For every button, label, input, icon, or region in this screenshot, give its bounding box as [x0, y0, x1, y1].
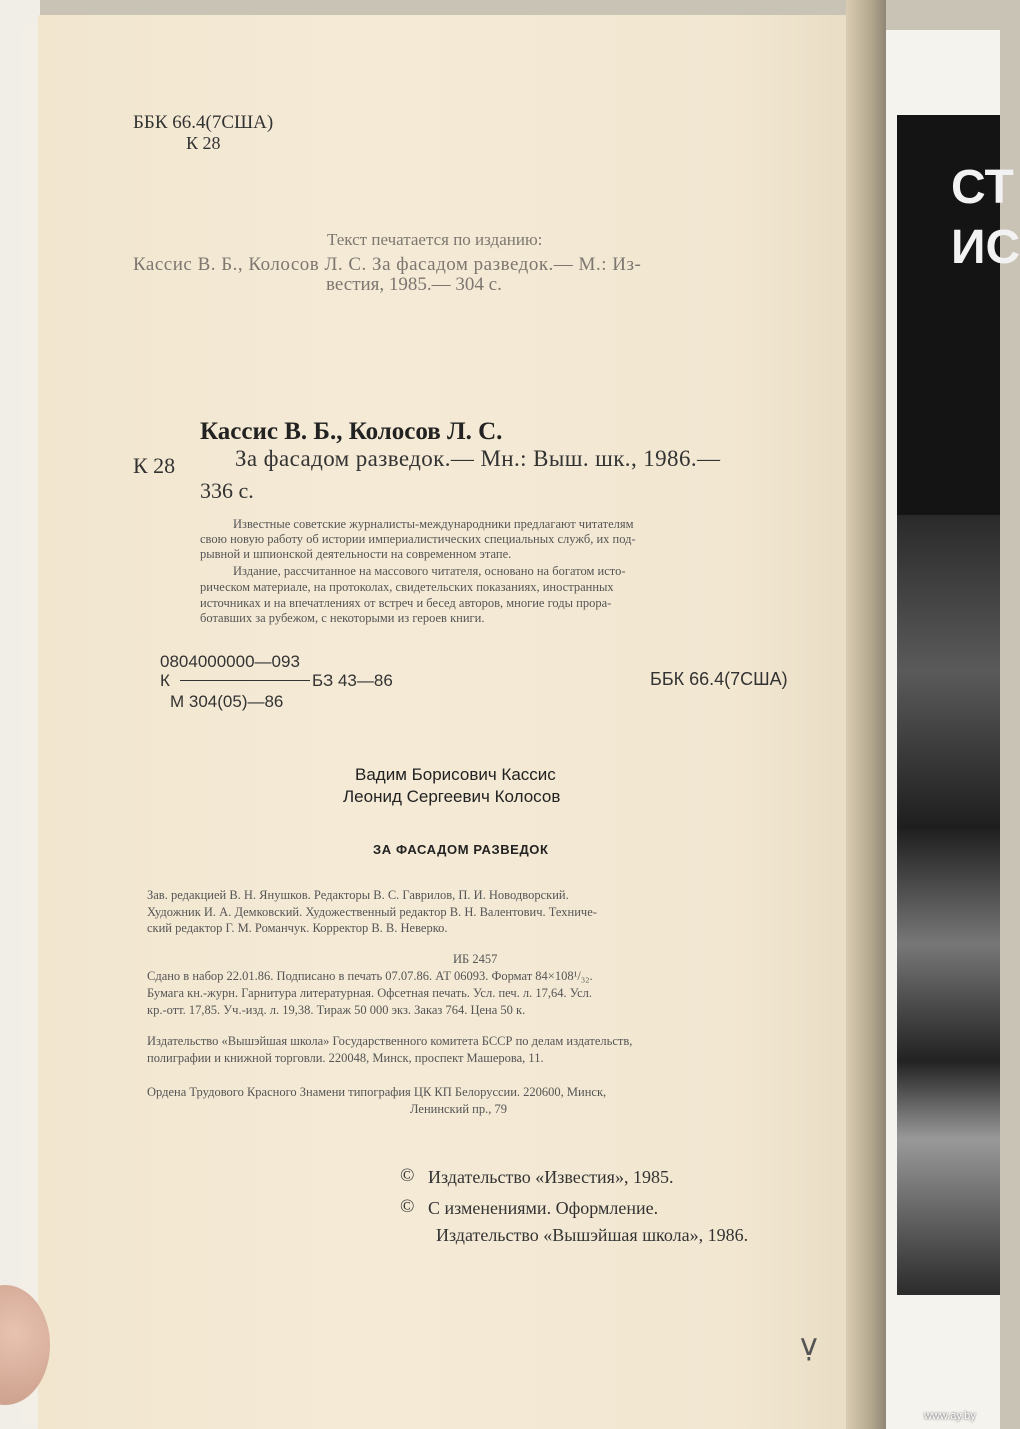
annotation-p2-l2: рическом материале, на протоколах, свидетельских показаниях, иностранных [200, 580, 614, 594]
page-gutter [846, 0, 886, 1429]
publisher-line-1: Издательство «Вышэйшая школа» Государственного комитета БССР по делам издательств, [147, 1034, 633, 1048]
book-title: ЗА ФАСАДОМ РАЗВЕДОК [373, 842, 549, 857]
credits-line-3: ский редактор Г. М. Романчук. Корректор В. В. Неверко. [147, 921, 448, 935]
formula-numerator: 0804000000—093 [160, 652, 300, 671]
annotation-p2-l3: источниках и на впечатлениях от встреч и бесед авторов, многие годы прора- [200, 596, 612, 610]
handwritten-mark: ṿ [800, 1328, 818, 1363]
copyright-line-3: Издательство «Вышэйшая школа», 1986. [436, 1225, 749, 1245]
copyright-line-1: Издательство «Известия», 1985. [428, 1167, 674, 1187]
author-1-fullname: Вадим Борисович Кассис [355, 765, 556, 784]
formula-right: БЗ 43—86 [312, 671, 393, 690]
credits-line-1: Зав. редакцией В. Н. Янушков. Редакторы В. С. Гаврилов, П. И. Новодворский. [147, 888, 569, 902]
formula-denominator: М 304(05)—86 [170, 692, 284, 711]
copyright-line-2: С изменениями. Оформление. [428, 1198, 659, 1218]
copyright-symbol-2: © [400, 1196, 415, 1217]
catalog-authors: Кассис В. Б., Колосов Л. С. [200, 418, 503, 445]
annotation-p1-l2: свою новую работу об истории империалистических специальных служб, их под- [200, 532, 636, 546]
credits-line-2: Художник И. А. Демковский. Художественный редактор В. Н. Валентович. Техниче- [147, 905, 597, 919]
cover-title-line-2: ИС [951, 221, 1020, 274]
source-note-line-3: вестия, 1985.— 304 с. [326, 274, 502, 295]
watermark: www.ay.by [924, 1410, 976, 1422]
formula-k: К [160, 671, 170, 690]
catalog-title-line: За фасадом разведок.— Мн.: Выш. шк., 1986.— [235, 446, 721, 471]
catalog-pages: 336 с. [200, 478, 254, 503]
catalog-index: К 28 [133, 453, 176, 478]
source-note-line-2: Кассис В. Б., Колосов Л. С. За фасадом разведок.— М.: Из- [133, 254, 642, 275]
imprint-line-3: кр.-отт. 17,85. Уч.-изд. л. 19,38. Тираж 50 000 экз. Заказ 764. Цена 50 к. [147, 1003, 526, 1017]
imprint-line-2: Бумага кн.-журн. Гарнитура литературная. Офсетная печать. Усл. печ. л. 17,64. Усл. [147, 986, 593, 1000]
copyright-symbol-1: © [400, 1165, 415, 1186]
annotation-p2-l1: Издание, рассчитанное на массового читателя, основано на богатом исто- [233, 564, 626, 578]
annotation-p1-l3: рывной и шпионской деятельности на современном этапе. [200, 547, 512, 561]
publisher-line-2: полиграфии и книжной торговли. 220048, Минск, проспект Машерова, 11. [147, 1051, 544, 1065]
annotation-p1-l1: Известные советские журналисты-международники предлагают читателям [233, 517, 634, 531]
author-2-fullname: Леонид Сергеевич Колосов [343, 787, 561, 806]
annotation-p2-l4: ботавших за рубежом, с некоторыми из героев книги. [200, 611, 485, 625]
bbk-code-top: ББК 66.4(7США) [133, 112, 274, 133]
bbk-index-top: К 28 [186, 133, 221, 153]
bbk-code-bottom: ББК 66.4(7США) [650, 669, 788, 689]
source-note-line-1: Текст печатается по изданию: [327, 230, 543, 249]
printer-line-1: Ордена Трудового Красного Знамени типография ЦК КП Белоруссии. 220600, Минск, [147, 1085, 607, 1099]
imprint-line-1: Сдано в набор 22.01.86. Подписано в печать 07.07.86. АТ 06093. Формат 84×108¹/₃₂. [147, 969, 593, 983]
printer-line-2: Ленинский пр., 79 [410, 1102, 507, 1116]
cover-title-line-1: СТ [951, 161, 1014, 214]
formula-fraction-line [180, 680, 310, 681]
book-cover-image [897, 115, 1020, 1295]
cover-photo [897, 515, 1000, 1295]
imprint-ib: ИБ 2457 [453, 952, 498, 966]
